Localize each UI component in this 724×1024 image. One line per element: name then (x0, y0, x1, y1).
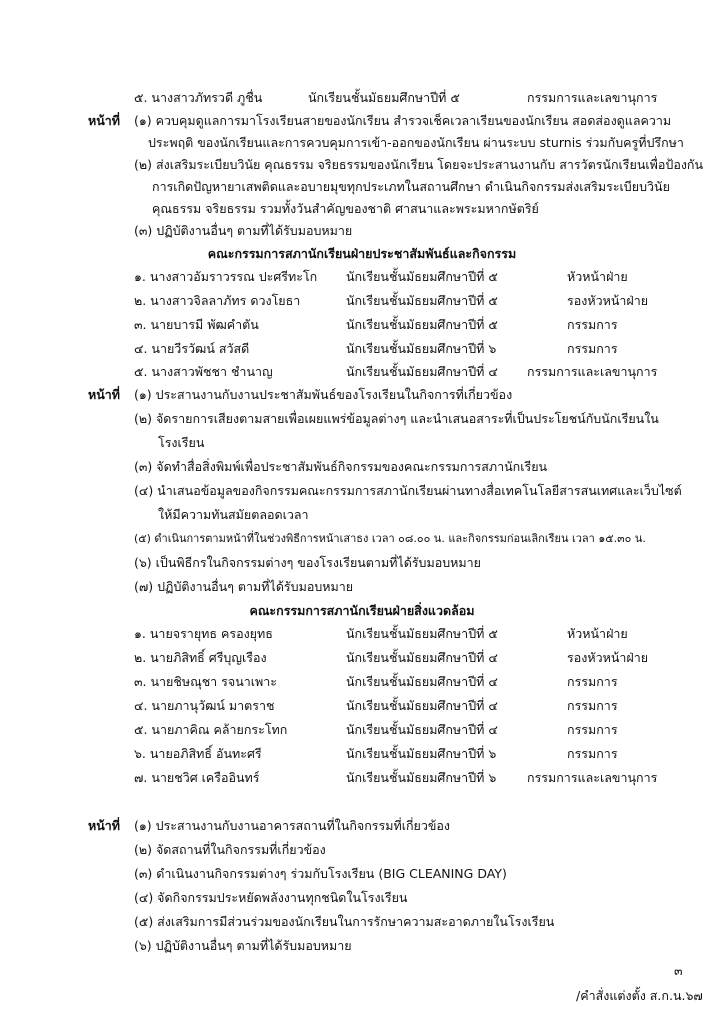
member-role: กรรมการ (567, 722, 618, 737)
member-level: นักเรียนชั้นมัธยมศึกษาปีที่ ๖ (346, 341, 497, 356)
duty-item-continued: ประพฤติ ของนักเรียนและการควบคุมการเข้า-ออกของนักเรียน ผ่านระบบ sturnis ร่วมกับครูที่ปรึกษา (148, 135, 684, 150)
member-level: นักเรียนชั้นมัธยมศึกษาปีที่ ๔ (346, 364, 498, 379)
duty-heading: หน้าที่ (88, 818, 121, 833)
member-role: กรรมการ (567, 341, 618, 356)
page-number: ๓ (674, 963, 683, 978)
member-level: นักเรียนชั้นมัธยมศึกษาปีที่ ๕ (346, 626, 498, 641)
duty-item: (๕) ส่งเสริมการมีส่วนร่วมของนักเรียนในการรักษาความสะอาดภายในโรงเรียน (134, 914, 555, 929)
duty-item: (๖) เป็นพิธีกรในกิจกรรมต่างๆ ของโรงเรียนตามที่ได้รับมอบหมาย (134, 555, 481, 570)
member-level: นักเรียนชั้นมัธยมศึกษาปีที่ ๔ (346, 674, 498, 689)
member-role: หัวหน้าฝ่าย (567, 626, 628, 641)
member-role: รองหัวหน้าฝ่าย (567, 650, 649, 665)
duty-item: (๗) ปฏิบัติงานอื่นๆ ตามที่ได้รับมอบหมาย (134, 579, 354, 594)
duty-item: (๒) จัดสถานที่ในกิจกรรมที่เกี่ยวข้อง (134, 842, 326, 857)
duty-item: (๑) ประสานงานกับงานประชาสัมพันธ์ของโรงเรียนในกิจการที่เกี่ยวข้อง (134, 387, 513, 402)
duty-item: (๔) นำเสนอข้อมูลของกิจกรรมคณะกรรมการสภานักเรียนผ่านทางสื่อเทคโนโลยีสารสนเทศและเว็บไซต์ (134, 483, 682, 498)
member-name: ๒. นางสาวจิลลาภัทร ดวงโยธา (134, 293, 301, 308)
member-name: ๓. นายบารมี พัฒคำตัน (134, 317, 259, 332)
member-level: นักเรียนชั้นมัธยมศึกษาปีที่ ๔ (346, 698, 498, 713)
continuation-note: /คำสั่งแต่งตั้ง ส.ก.น.๖๗ (576, 988, 703, 1003)
duty-item: (๓) ดำเนินงานกิจกรรมต่างๆ ร่วมกับโรงเรียน (BIG CLEANING DAY) (134, 866, 507, 881)
duty-item: (๕) ดำเนินการตามหน้าที่ในช่วงพิธีการหน้าเสาธง เวลา ๐๘.๐๐ น. และกิจกรรมก่อนเลิกเรียน เวลา ๑๕.๓๐ น. (134, 532, 646, 545)
member-name: ๕. นางสาวพัชชา ชำนาญ (134, 364, 273, 379)
member-level: นักเรียนชั้นมัธยมศึกษาปีที่ ๕ (346, 293, 498, 308)
duty-item-continued: คุณธรรม จริยธรรม รวมทั้งวันสำคัญของชาติ ศาสนาและพระมหากษัตริย์ (152, 201, 539, 216)
member-name: ๔. นายวีรวัฒน์ สวัสดี (134, 341, 250, 356)
member-level: นักเรียนชั้นมัธยมศึกษาปีที่ ๖ (346, 770, 497, 785)
duty-item: (๒) จัดรายการเสียงตามสายเพื่อเผยแพร่ข้อมูลต่างๆ และนำเสนอสาระที่เป็นประโยชน์กับนักเรียนใน (134, 411, 659, 426)
duty-item: (๔) จัดกิจกรรมประหยัดพลังงานทุกชนิดในโรงเรียน (134, 890, 408, 905)
member-name: ๔. นายภานุวัฒน์ มาตราช (134, 698, 275, 713)
member-name: ๗. นายชวิศ เครืออินทร์ (134, 770, 260, 785)
member-name: ๖. นายอภิสิทธิ์ อันทะศรี (134, 746, 262, 761)
duty-item: (๑) ประสานงานกับงานอาคารสถานที่ในกิจกรรมที่เกี่ยวข้อง (134, 818, 451, 833)
committee-title: คณะกรรมการสภานักเรียนฝ่ายสิ่งแวดล้อม (249, 603, 475, 618)
duty-item: (๓) จัดทำสื่อสิ่งพิมพ์เพื่อประชาสัมพันธ์กิจกรรมของคณะกรรมการสภานักเรียน (134, 459, 548, 474)
member-role: กรรมการและเลขานุการ (527, 364, 658, 379)
member-role: หัวหน้าฝ่าย (567, 269, 628, 284)
member-level: นักเรียนชั้นมัธยมศึกษาปีที่ ๔ (346, 722, 498, 737)
duty-item: (๖) ปฏิบัติงานอื่นๆ ตามที่ได้รับมอบหมาย (134, 938, 352, 953)
member-level: นักเรียนชั้นมัธยมศึกษาปีที่ ๕ (346, 269, 498, 284)
member-level: นักเรียนชั้นมัธยมศึกษาปีที่ ๖ (346, 746, 497, 761)
duty-item: (๑) ควบคุมดูแลการมาโรงเรียนสายของนักเรียน สำรวจเช็คเวลาเรียนของนักเรียน สอดส่องดูแลความ (134, 113, 672, 128)
member-name: ๒. นายภิสิทธิ์ ศรีบุญเรือง (134, 650, 267, 665)
member-name: ๕. นางสาวภัทรวดี ภูชื่น (134, 90, 263, 105)
member-name: ๕. นายภาคิณ คล้ายกระโทก (134, 722, 288, 737)
member-name: ๓. นายชิษณุชา รจนาเพาะ (134, 674, 278, 689)
member-role: กรรมการและเลขานุการ (527, 770, 658, 785)
member-role: กรรมการ (567, 698, 618, 713)
member-role: กรรมการ (567, 746, 618, 761)
member-role: กรรมการและเลขานุการ (527, 90, 658, 105)
duty-item-continued: โรงเรียน (158, 435, 205, 450)
duty-heading: หน้าที่ (88, 387, 121, 402)
duty-item: (๓) ปฏิบัติงานอื่นๆ ตามที่ได้รับมอบหมาย (134, 223, 353, 238)
duty-item: (๒) ส่งเสริมระเบียบวินัย คุณธรรม จริยธรรมของนักเรียน โดยจะประสานงานกับ สารวัตรนักเรียนเพื่อป้องกัน (134, 157, 704, 172)
member-role: กรรมการ (567, 317, 618, 332)
duty-heading: หน้าที่ (88, 113, 121, 128)
committee-title: คณะกรรมการสภานักเรียนฝ่ายประชาสัมพันธ์และกิจกรรม (207, 246, 517, 261)
member-role: กรรมการ (567, 674, 618, 689)
member-level: นักเรียนชั้นมัธยมศึกษาปีที่ ๕ (346, 317, 498, 332)
member-level: นักเรียนชั้นมัธยมศึกษาปีที่ ๔ (346, 650, 498, 665)
member-name: ๑. นายจรายุทธ ครองยุทธ (134, 626, 273, 641)
duty-item-continued: ให้มีความทันสมัยตลอดเวลา (158, 507, 309, 522)
member-name: ๑. นางสาวอัมราวรรณ ปะศรีทะโก (134, 269, 318, 284)
member-level: นักเรียนชั้นมัธยมศึกษาปีที่ ๕ (308, 90, 460, 105)
duty-item-continued: การเกิดปัญหายาเสพติดและอบายมุขทุกประเภทในสถานศึกษา ดำเนินกิจกรรมส่งเสริมระเบียบวินัย (152, 179, 670, 194)
member-role: รองหัวหน้าฝ่าย (567, 293, 649, 308)
